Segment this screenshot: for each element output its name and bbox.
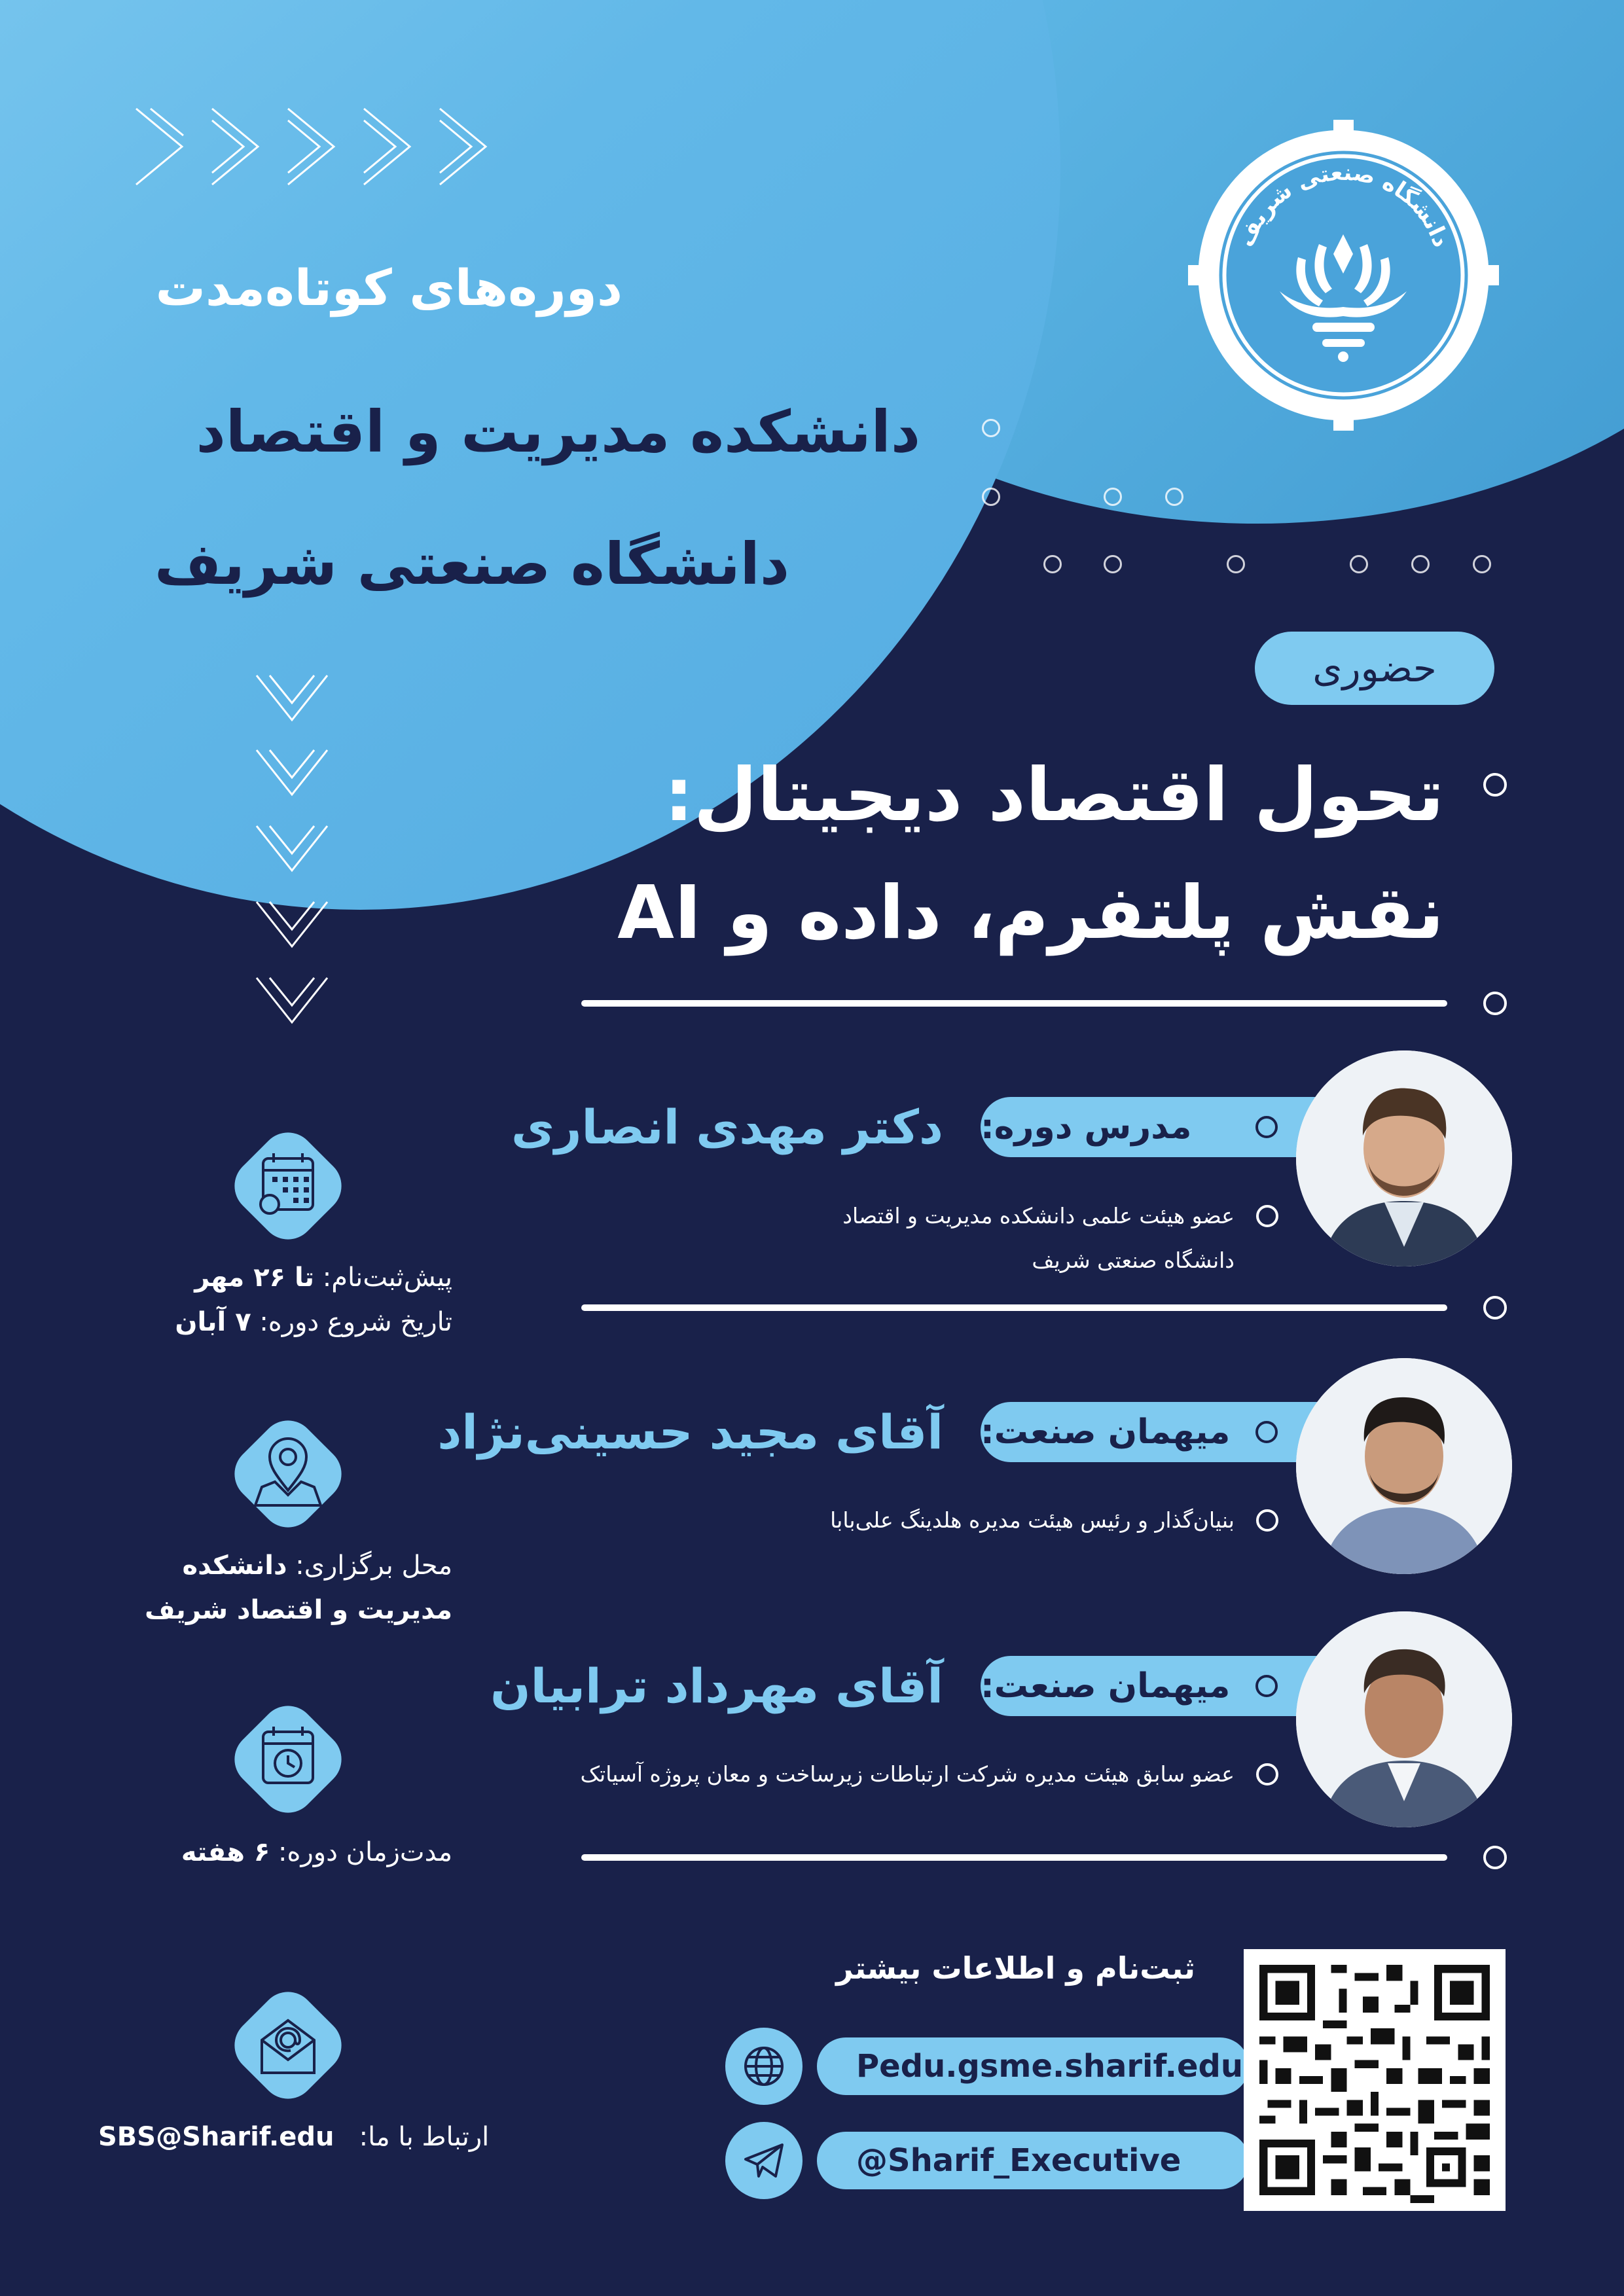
speaker-description (842, 1194, 1235, 1283)
contact-label: ارتباط با ما: (359, 2122, 490, 2152)
chevron-down-icon (254, 899, 330, 950)
speaker-description: عضو سابق هیئت مدیره شرکت ارتباطات زیرساخت و معان پروژه آسیاتک (580, 1761, 1235, 1787)
divider-dot (1483, 992, 1507, 1015)
university-logo (1188, 120, 1499, 431)
globe-icon (742, 2044, 786, 2089)
venue-value: دانشکده (182, 1551, 287, 1581)
telegram-icon (742, 2138, 786, 2183)
venue-value-line2: مدیریت و اقتصاد شریف (145, 1595, 452, 1625)
speaker-description: بنیان‌گذار و رئیس هیئت مدیره هلدینگ علی‌بابا (830, 1507, 1235, 1533)
website-link[interactable]: Pedu.gsme.sharif.edu (817, 2037, 1249, 2095)
chevron-right-icon (134, 106, 186, 187)
speaker-photo (1296, 1050, 1512, 1266)
speaker-description-line1: عضو هیئت علمی دانشکده مدیریت و اقتصاد (842, 1203, 1235, 1229)
speaker-role: میهمان صنعت: (981, 1666, 1231, 1706)
venue-label: محل برگزاری: (295, 1551, 452, 1581)
chevron-down-icon (254, 747, 330, 798)
speaker-name: آقای مهرداد ترابیان (490, 1659, 943, 1713)
venue-info (145, 1543, 452, 1632)
registration-dates (175, 1255, 452, 1344)
title-dot (1483, 773, 1507, 797)
course-title-line2: نقش پلتفرم، داده و AI (617, 870, 1444, 956)
globe-button[interactable] (725, 2028, 803, 2105)
divider-dot (1483, 1846, 1507, 1869)
decor-dot (1104, 488, 1122, 506)
speaker-name: آقای مجید حسینی‌نژاد (437, 1405, 943, 1460)
chevron-right-icon (361, 106, 414, 187)
chevron-right-icon (209, 106, 262, 187)
telegram-link[interactable]: @Sharif_Executive (817, 2132, 1249, 2189)
decor-dot (982, 419, 1000, 437)
qr-code[interactable] (1244, 1949, 1506, 2211)
course-title-line1: تحول اقتصاد دیجیتال: (664, 753, 1444, 838)
speaker-photo (1296, 1358, 1512, 1574)
speaker-name: دکتر مهدی انصاری (511, 1100, 943, 1155)
attendance-badge: حضوری (1255, 632, 1494, 705)
speaker-photo (1296, 1611, 1512, 1827)
bullet-icon (1256, 1205, 1278, 1227)
chevron-down-icon (254, 823, 330, 874)
decor-dot (1104, 555, 1122, 573)
clock-calendar-icon (223, 1694, 353, 1825)
duration-label: مدت‌زمان دوره: (278, 1837, 452, 1867)
pill-dot (1255, 1675, 1278, 1697)
decor-dot (1411, 555, 1430, 573)
prereg-label: پیش‌ثبت‌نام: (322, 1263, 452, 1293)
duration-value: ۶ هفته (181, 1837, 270, 1867)
bullet-icon (1256, 1763, 1278, 1785)
pill-dot (1255, 1421, 1278, 1443)
faculty-title: دانشکده مدیریت و اقتصاد (196, 398, 920, 465)
course-title (617, 736, 1444, 972)
header-subtitle: دوره‌های کوتاه‌مدت (155, 259, 623, 317)
decor-dot (1043, 555, 1062, 573)
divider (581, 1854, 1447, 1861)
telegram-button[interactable] (725, 2122, 803, 2199)
divider (581, 1304, 1447, 1311)
speaker-role: میهمان صنعت: (981, 1412, 1231, 1452)
contact-email[interactable]: SBS@Sharif.edu (98, 2122, 334, 2152)
duration-info (181, 1830, 452, 1874)
location-icon (223, 1408, 353, 1539)
pill-dot (1255, 1116, 1278, 1138)
email-icon (223, 1980, 353, 2111)
decor-dot (982, 488, 1000, 506)
decor-dot (1165, 488, 1183, 506)
decor-dot (1350, 555, 1368, 573)
decor-dot (1227, 555, 1245, 573)
university-title: دانشگاه صنعتی شریف (154, 530, 789, 598)
speaker-role: مدرس دوره: (981, 1107, 1192, 1147)
chevron-right-icon (285, 106, 338, 187)
chevron-down-icon (254, 673, 330, 724)
decor-dot (1473, 555, 1491, 573)
start-label: تاریخ شروع دوره: (259, 1307, 452, 1337)
divider-dot (1483, 1296, 1507, 1319)
calendar-icon (223, 1121, 353, 1251)
chevron-down-icon (254, 975, 330, 1026)
contact-info (98, 2122, 489, 2152)
prereg-value: تا ۲۶ مهر (194, 1263, 315, 1293)
bullet-icon (1256, 1509, 1278, 1532)
speaker-description-line2: دانشگاه صنعتی شریف (1032, 1247, 1235, 1273)
registration-title: ثبت‌نام و اطلاعات بیشتر (836, 1950, 1195, 1986)
logo-text: دانشگاه صنعتی شریف (1233, 159, 1454, 251)
chevron-right-icon (437, 106, 490, 187)
start-value: ۷ آبان (175, 1307, 251, 1337)
divider (581, 1000, 1447, 1007)
